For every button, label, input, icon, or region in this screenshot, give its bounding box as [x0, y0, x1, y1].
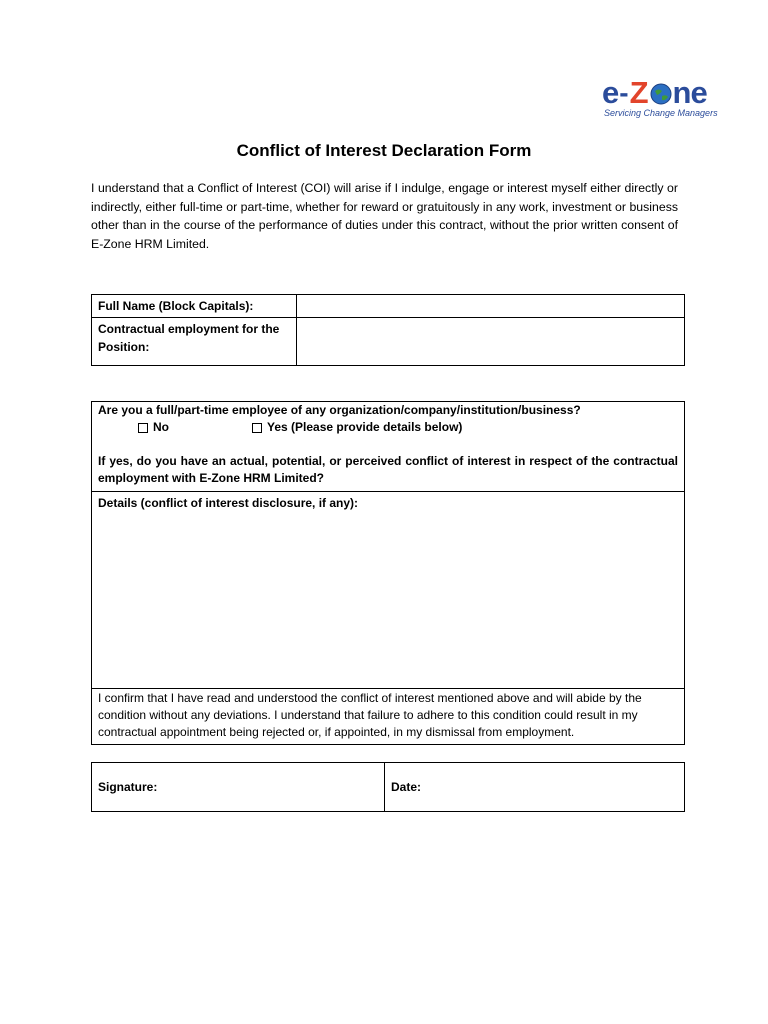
option-yes[interactable]	[252, 419, 462, 436]
confirmation-row	[92, 689, 685, 745]
personal-details-table	[91, 294, 685, 366]
signature-field[interactable]	[92, 763, 385, 812]
company-logo	[602, 76, 724, 120]
date-field[interactable]	[385, 763, 685, 812]
position-field[interactable]	[297, 318, 685, 366]
employment-question-cell	[92, 402, 685, 492]
page-title: Conflict of Interest Declaration Form	[236, 141, 532, 160]
globe-icon	[650, 83, 672, 105]
intro-paragraph: I understand that a Conflict of Interest (COI) will arise if I indulge, engage or interest myself either directly or indirectly, either full-time or part-time, whether for reward or gratuitously in any work, investment or business other than in the course of the performance of duties under this contract, without the prior written consent of E-Zone HRM Limited.	[91, 181, 678, 251]
logo-letter-z: Z	[629, 75, 649, 110]
logo-letters-ne: ne	[672, 75, 707, 110]
confirmation-text: I confirm that I have read and understood the conflict of interest mentioned above and will abide by the condition without any deviations. I understand that failure to adhere to this condition could result in my contractual appointment being rejected or, if appointed, in my dismissal from employment.	[92, 689, 685, 745]
full-name-label: Full Name (Block Capitals):	[92, 295, 297, 318]
signature-label: Signature:	[98, 780, 158, 794]
logo-wordmark	[602, 76, 707, 108]
details-label: Details (conflict of interest disclosure, if any):	[98, 496, 359, 510]
details-row	[92, 492, 685, 689]
logo-dash: -	[619, 77, 629, 108]
logo-letter-e: e	[602, 75, 619, 110]
declaration-table	[91, 401, 685, 745]
checkbox-no[interactable]	[138, 423, 148, 433]
date-label: Date:	[391, 780, 422, 794]
employment-question: Are you a full/part-time employee of any organization/company/institution/business?	[98, 403, 581, 417]
signoff-table	[91, 762, 685, 812]
employment-options	[98, 419, 678, 436]
checkbox-yes[interactable]	[252, 423, 262, 433]
employment-question-row	[92, 402, 685, 492]
option-no-label: No	[153, 420, 169, 434]
position-row	[92, 318, 685, 366]
logo-tagline: Servicing Change Managers	[604, 108, 718, 118]
option-no[interactable]	[138, 419, 252, 436]
position-label: Contractual employment for the Position:	[92, 318, 297, 366]
full-name-field[interactable]	[297, 295, 685, 318]
option-yes-label: Yes (Please provide details below)	[267, 420, 463, 434]
full-name-row	[92, 295, 685, 318]
conflict-question: If yes, do you have an actual, potential, or perceived conflict of interest in respect of the contractual employment with E-Zone HRM Limited?	[98, 454, 678, 485]
signoff-row	[92, 763, 685, 812]
details-field[interactable]	[92, 492, 685, 689]
